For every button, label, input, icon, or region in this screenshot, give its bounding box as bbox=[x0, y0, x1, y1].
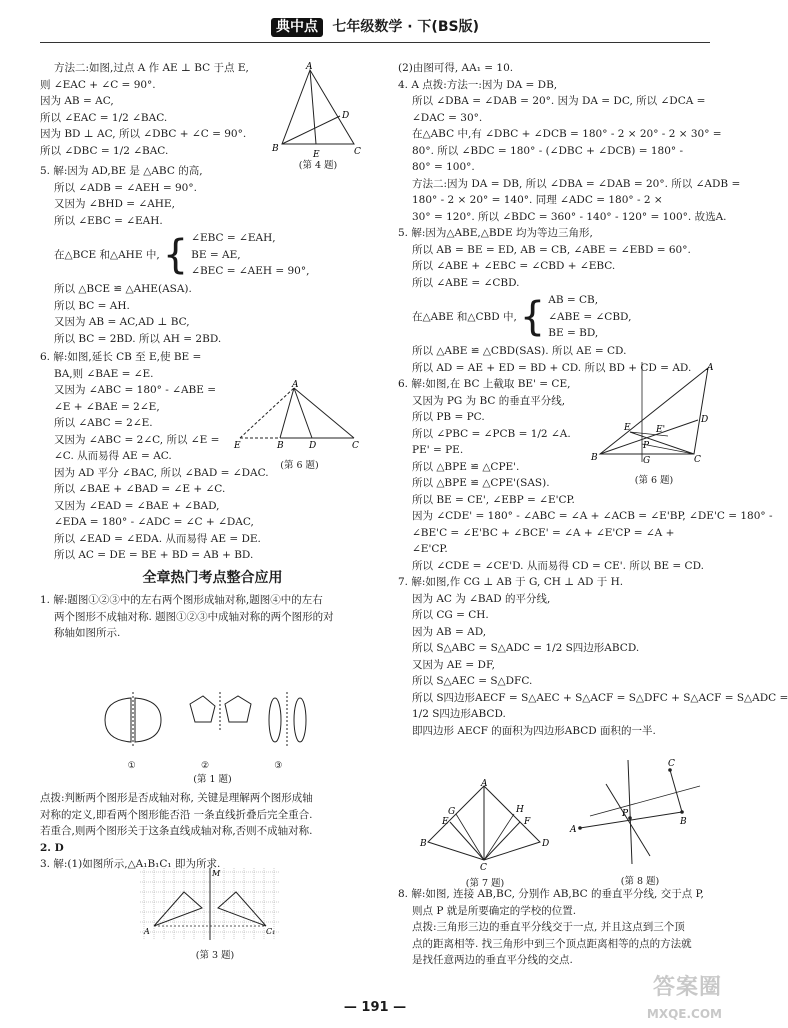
text-line: 在△BCE 和△AHE 中, bbox=[54, 248, 160, 261]
label-2: ② bbox=[200, 760, 210, 771]
text-line: 所以 ∠PBC = ∠PCB = 1/2 ∠A. bbox=[412, 427, 571, 440]
text-line: 4. A 点拨:方法一:因为 DA = DB, bbox=[398, 78, 558, 91]
q1-solution bbox=[40, 592, 385, 642]
text-line: 所以 PB = PC. bbox=[412, 411, 485, 423]
text-line: 则点 P 就是所要确定的学校的位置. bbox=[412, 904, 577, 917]
figure-q4 bbox=[268, 62, 368, 172]
label-3: ③ bbox=[274, 760, 283, 771]
brace-icon: { bbox=[162, 232, 189, 278]
figure-q6-right bbox=[590, 362, 718, 486]
q4-solution bbox=[398, 77, 741, 226]
svg-text:A: A bbox=[144, 927, 150, 936]
text-line: 所以 △ABE ≌ △CBD(SAS). 所以 AE = CD. bbox=[412, 345, 627, 357]
text-line: 所以 BC = AH. bbox=[54, 299, 130, 312]
svg-text:D: D bbox=[542, 839, 550, 849]
q5-solution-right bbox=[398, 225, 718, 376]
svg-text:E: E bbox=[234, 441, 241, 451]
label-1: ① bbox=[127, 760, 136, 771]
text-line: 6. 解:如图,在 BC 上截取 BE' = CE, bbox=[398, 378, 571, 390]
section-title: 全章热门考点整合应用 bbox=[142, 569, 283, 586]
brace-block bbox=[398, 291, 718, 343]
svg-text:A: A bbox=[707, 363, 714, 373]
text-line: 所以 ∠BAE + ∠BAD = ∠E + ∠C. bbox=[54, 483, 226, 495]
svg-text:P: P bbox=[622, 809, 629, 819]
triangle-diagram bbox=[268, 62, 368, 162]
text-line: 点拨:三角形三边的垂直平分线交于一点, 并且这点到三个顶 bbox=[412, 921, 685, 933]
text-line: 所以 AD = AE + ED = BD + CD. 所以 BD + CD = AD. bbox=[412, 361, 692, 374]
q1-note bbox=[40, 790, 385, 873]
text-line: 所以 BC = 2BD. 所以 AH = 2BD. bbox=[54, 332, 222, 345]
text-line: ∠DAC = 30°. bbox=[412, 111, 483, 124]
text-line: 3. 解:(1)如图所示,△A₁B₁C₁ 即为所求. bbox=[40, 858, 221, 870]
svg-text:C: C bbox=[694, 455, 701, 465]
text-line: ∠E'CP. bbox=[412, 543, 448, 555]
figure-q6-left bbox=[232, 380, 367, 471]
quadrilateral-diagram bbox=[420, 779, 550, 873]
text-line: (2)由图可得, AA₁ = 10. bbox=[398, 62, 514, 74]
svg-text:E: E bbox=[313, 150, 320, 160]
text-line: BE = BD, bbox=[548, 327, 599, 340]
text-line: 8. 解:如图, 连接 AB,BC, 分别作 AB,BC 的垂直平分线, 交于点 P, bbox=[398, 888, 704, 900]
text-line: 5. 解:因为 AD,BE 是 △ABC 的高, bbox=[40, 165, 203, 177]
text-line: 因为 BD ⊥ AC, 所以 ∠DBC + ∠C = 90°. bbox=[40, 128, 247, 140]
text-line: 所以 AB = BE = ED, AB = CB, ∠ABE = ∠EBD = 60°. bbox=[412, 243, 691, 256]
figure-caption: (第 4 题) bbox=[298, 159, 338, 171]
text-line: 所以 S△AEC = S△DFC. bbox=[412, 675, 533, 687]
header-rule bbox=[40, 42, 710, 43]
svg-text:B: B bbox=[277, 441, 284, 451]
text-line: 点拨:判断两个图形是否成轴对称, 关键是理解两个图形成轴 bbox=[40, 792, 313, 804]
q1-caption-wrap bbox=[40, 772, 385, 789]
text-line: 5. 解:因为△ABE,△BDE 均为等边三角形, bbox=[398, 227, 593, 239]
svg-text:C₁: C₁ bbox=[266, 927, 276, 936]
figure-caption: (第 8 题) bbox=[620, 875, 660, 887]
svg-text:E: E bbox=[442, 817, 449, 827]
text-line: 即四边形 AECF 的面积为四边形ABCD 面积的一半. bbox=[412, 724, 656, 737]
text-line: AB = CB, bbox=[548, 294, 599, 307]
text-line: 所以 △BPE ≌ △CPE'. bbox=[412, 460, 520, 473]
text-line: 点的距离相等. 找三角形中到三个顶点距离相等的点的方法就 bbox=[412, 937, 692, 950]
text-line: 又因为 ∠ABC = 180° - ∠ABE = bbox=[54, 384, 217, 396]
svg-text:A: A bbox=[292, 380, 299, 390]
svg-text:M: M bbox=[212, 869, 221, 878]
svg-text:B: B bbox=[680, 817, 687, 827]
text-line: 则 ∠EAC + ∠C = 90°. bbox=[40, 78, 156, 91]
svg-text:E': E' bbox=[656, 425, 666, 435]
text-line: 因为 AB = AC, bbox=[40, 95, 114, 107]
watermark-url: MXQE.COM bbox=[646, 1007, 722, 1021]
svg-text:C: C bbox=[352, 441, 359, 451]
text-line: 因为 AC 为 ∠BAD 的平分线, bbox=[412, 592, 551, 605]
text-line: 2. D bbox=[40, 841, 64, 854]
text-line: 两个图形不成轴对称. 题图①②③中成轴对称的两个图形的对 bbox=[54, 610, 334, 623]
text-line: 1/2 S四边形ABCD. bbox=[412, 708, 506, 720]
text-line: BE = AE, bbox=[191, 248, 241, 261]
q5-solution bbox=[40, 163, 385, 347]
figure-q3 bbox=[140, 868, 290, 968]
svg-text:D: D bbox=[342, 111, 350, 121]
construction-diagram bbox=[570, 756, 710, 868]
text-line: 所以 ∠ABE = ∠CBD. bbox=[412, 276, 520, 289]
text-line: 所以 BE = CE', ∠EBP = ∠E'CP. bbox=[412, 493, 575, 506]
svg-text:F: F bbox=[524, 817, 531, 827]
svg-text:H: H bbox=[516, 805, 524, 815]
svg-text:B: B bbox=[591, 453, 598, 463]
figure-caption: (第 7 题) bbox=[465, 877, 505, 889]
svg-text:D: D bbox=[309, 441, 317, 451]
text-line: 若重合,则两个图形关于这条直线成轴对称,否则不成轴对称. bbox=[40, 825, 313, 837]
text-line: 所以 △BCE ≌ △AHE(ASA). bbox=[54, 283, 192, 295]
svg-text:C: C bbox=[480, 863, 487, 873]
text-line: 所以 S四边形AECF = S△AEC + S△ACF = S△DFC + S△ACF = S△ADC = bbox=[412, 691, 788, 704]
svg-text:G: G bbox=[448, 807, 456, 817]
text-line: 180° - 2 × 20° = 140°. 同理 ∠ADC = 180° - 2 × bbox=[412, 194, 663, 206]
text-line: 又因为 AE = DF, bbox=[412, 658, 495, 671]
text-line: 所以 CG = CH. bbox=[412, 609, 489, 621]
text-line: 所以 AC = DE = BE + BD = AB + BD. bbox=[54, 549, 254, 561]
text-line: 80° = 100°. bbox=[412, 161, 475, 173]
text-line: 所以 ∠DBA = ∠DAB = 20°. 因为 DA = DC, 所以 ∠DCA = bbox=[412, 95, 706, 107]
text-line: 又因为 ∠ABC = 2∠C, 所以 ∠E = bbox=[54, 433, 220, 446]
symmetry-shapes bbox=[95, 690, 335, 752]
text-line: 又因为 AB = AC,AD ⊥ BC, bbox=[54, 316, 190, 328]
text-line: 因为 AB = AD, bbox=[412, 625, 487, 638]
text-line: BA,则 ∠BAE = ∠E. bbox=[54, 367, 154, 380]
page-number: — 191 — bbox=[343, 1000, 407, 1015]
text-line: 因为 AD 平分 ∠BAC, 所以 ∠BAD = ∠DAC. bbox=[54, 466, 269, 479]
text-line: ∠ABE = ∠CBD, bbox=[548, 310, 632, 323]
text-line: 方法二:如图,过点 A 作 AE ⊥ BC 于点 E, bbox=[54, 62, 249, 74]
text-line: 7. 解:如图,作 CG ⊥ AB 于 G, CH ⊥ AD 于 H. bbox=[398, 576, 624, 588]
svg-text:E: E bbox=[624, 423, 631, 433]
page-header bbox=[0, 18, 750, 44]
watermark-logo: 答案圈 bbox=[652, 975, 722, 1000]
q7-solution bbox=[398, 574, 788, 739]
text-line: ∠E + ∠BAE = 2∠E, bbox=[54, 400, 160, 413]
text-line: 又因为 ∠EAD = ∠BAE + ∠BAD, bbox=[54, 499, 220, 512]
svg-text:P: P bbox=[643, 441, 650, 451]
text-line: 所以 S△ABC = S△ADC = 1/2 S四边形ABCD. bbox=[412, 642, 640, 654]
text-line: 方法二:因为 DA = DB, 所以 ∠DBA = ∠DAB = 20°. 所以 ∠ADB = bbox=[412, 177, 741, 190]
text-line: 称轴如图所示. bbox=[54, 627, 121, 639]
text-line: 在△ABC 中,有 ∠DBC + ∠DCB = 180° - 2 × 20° - 2 × 30° = bbox=[412, 128, 722, 140]
svg-text:C: C bbox=[668, 759, 675, 769]
grid-diagram bbox=[140, 868, 280, 940]
q4-method2 bbox=[40, 60, 280, 159]
text-line: 1. 解:题图①②③中的左右两个图形成轴对称,题图④中的左右 bbox=[40, 594, 323, 606]
page-title: 七年级数学 · 下(BS版) bbox=[332, 19, 479, 35]
figure-q1 bbox=[95, 690, 335, 770]
figure-caption: (第 6 题) bbox=[634, 474, 674, 486]
figure-caption: (第 3 题) bbox=[195, 949, 235, 961]
text-line: 因为 ∠CDE' = 180° - ∠ABC = ∠A + ∠ACB = ∠E'BP, ∠DE'C = 180° - bbox=[412, 510, 773, 522]
text-line: 所以 ∠EAD = ∠EDA. 从而易得 AE = DE. bbox=[54, 532, 261, 545]
svg-text:B: B bbox=[272, 144, 279, 154]
text-line: PE' = PE. bbox=[412, 444, 464, 456]
text-line: ∠EBC = ∠EAH, bbox=[191, 232, 276, 245]
text-line: 80°. 所以 ∠BDC = 180° - (∠DBC + ∠DCB) = 180° - bbox=[412, 144, 684, 157]
text-line: 所以 ∠EBC = ∠EAH. bbox=[54, 214, 163, 227]
text-line: ∠BE'C = ∠E'BC + ∠BCE' = ∠A + ∠E'CP = ∠A + bbox=[412, 526, 675, 539]
text-line: 所以 ∠ADB = ∠AEH = 90°. bbox=[54, 181, 197, 194]
svg-text:A: A bbox=[306, 62, 313, 72]
figure-q7 bbox=[420, 780, 550, 890]
text-line: 所以 ∠DBC = 1/2 ∠BAC. bbox=[40, 144, 169, 157]
figure-caption: (第 6 题) bbox=[280, 459, 319, 471]
text-line: 6. 解:如图,延长 CB 至 E,使 BE = bbox=[40, 351, 202, 363]
svg-text:A: A bbox=[481, 779, 488, 789]
text-line: 所以 ∠ABC = 2∠E. bbox=[54, 417, 153, 429]
triangle-diagram bbox=[590, 362, 718, 467]
brace-icon: { bbox=[519, 294, 546, 340]
q8-solution bbox=[398, 886, 718, 969]
figure-q8 bbox=[570, 756, 710, 886]
svg-text:B: B bbox=[420, 839, 427, 849]
brace-block bbox=[40, 229, 385, 281]
triangle-diagram bbox=[232, 380, 367, 452]
text-line: 所以 ∠ABE + ∠EBC = ∠CBD + ∠EBC. bbox=[412, 260, 616, 272]
text-line: 又因为 ∠BHD = ∠AHE, bbox=[54, 198, 175, 210]
text-line: 所以 ∠CDE = ∠CE'D. 从而易得 CD = CE'. 所以 BE = CD. bbox=[412, 559, 704, 572]
text-line: 又因为 PG 为 BC 的垂直平分线, bbox=[412, 394, 566, 407]
text-line: ∠EDA = 180° - ∠ADC = ∠C + ∠DAC, bbox=[54, 516, 254, 528]
text-line: 30° = 120°. 所以 ∠BDC = 360° - 140° - 120° = 100°. 故选A. bbox=[412, 210, 727, 223]
text-line: 所以 △BPE ≌ △CPE'(SAS). bbox=[412, 477, 550, 489]
text-line: 所以 ∠EAC = 1/2 ∠BAC. bbox=[40, 111, 168, 124]
text-line: ∠BEC = ∠AEH = 90°, bbox=[191, 265, 310, 278]
text-line: 对称的定义,即看两个图形能否沿 一条直线折叠后完全重合. bbox=[40, 808, 313, 821]
figure-caption: (第 1 题) bbox=[193, 774, 232, 785]
svg-text:G: G bbox=[643, 456, 651, 466]
svg-text:D: D bbox=[701, 415, 709, 425]
brand-logo: 典中点 bbox=[271, 18, 323, 37]
text-line: ∠C. 从而易得 AE = AC. bbox=[54, 450, 172, 462]
svg-text:A: A bbox=[570, 825, 577, 835]
text-line: 是找任意两边的垂直平分线的交点. bbox=[412, 954, 573, 966]
svg-text:C: C bbox=[354, 147, 361, 157]
text-line: 在△ABE 和△CBD 中, bbox=[412, 310, 517, 323]
